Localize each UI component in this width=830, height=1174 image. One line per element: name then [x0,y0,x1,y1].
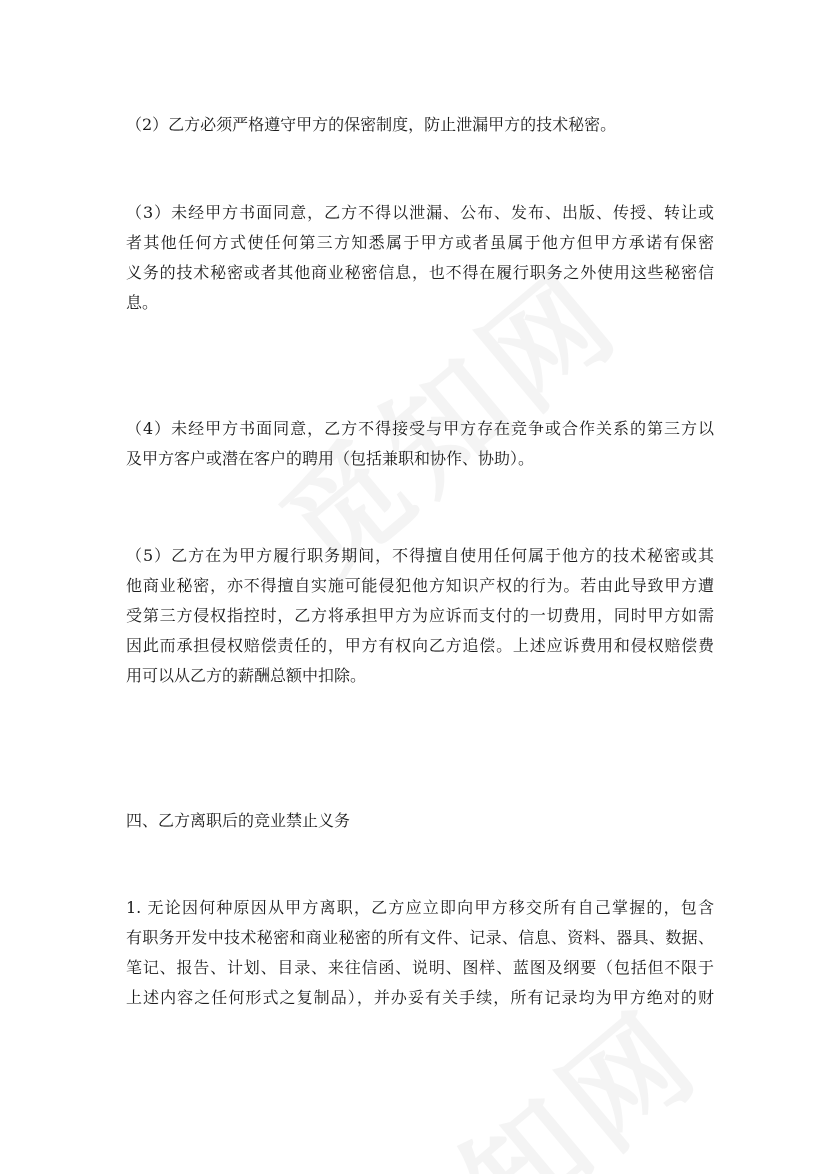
paragraph-3 [126,198,714,318]
text-line: （3）未经甲方书面同意，乙方不得以泄漏、公布、发布、出版、传授、转让或 [126,203,714,222]
text-line: 四、乙方离职后的竞业禁止义务 [126,811,351,830]
text-line: 息。 [126,293,159,312]
item-1 [126,893,714,1013]
text-line: 笔记、报告、计划、目录、来往信函、说明、图样、蓝图及纲要（包括但不限于 [126,958,714,977]
paragraph-4 [126,414,714,474]
text-line: 上述内容之任何形式之复制品），并办妥有关手续，所有记录均为甲方绝对的财 [126,988,714,1007]
text-line: 用可以从乙方的薪酬总额中扣除。 [126,666,367,685]
text-line: 有职务开发中技术秘密和商业秘密的所有文件、记录、信息、资料、器具、数据、 [126,928,714,947]
text-line: 及甲方客户或潜在客户的聘用（包括兼职和协作、协助）。 [126,449,535,468]
text-line: 他商业秘密，亦不得擅自实施可能侵犯他方知识产权的行为。若由此导致甲方遭 [126,576,714,595]
text-line: （5）乙方在为甲方履行职务期间，不得擅自使用任何属于他方的技术秘密或其 [126,546,714,565]
text-line: 义务的技术秘密或者其他商业秘密信息，也不得在履行职务之外使用这些秘密信 [126,263,714,282]
paragraph-5 [126,541,714,691]
text-line: 者其他任何方式使任何第三方知悉属于甲方或者虽属于他方但甲方承诺有保密 [126,233,714,252]
section-heading [126,806,714,836]
text-line: 因此而承担侵权赔偿责任的，甲方有权向乙方追偿。上述应诉费用和侵权赔偿费 [126,636,714,655]
text-line: （4）未经甲方书面同意，乙方不得接受与甲方存在竞争或合作关系的第三方以 [126,419,714,438]
text-line: 受第三方侵权指控时，乙方将承担甲方为应诉而支付的一切费用，同时甲方如需 [126,606,714,625]
text-line: （2）乙方必须严格遵守甲方的保密制度，防止泄漏甲方的技术秘密。 [126,115,617,134]
text-line: 1. 无论因何种原因从甲方离职，乙方应立即向甲方移交所有自己掌握的，包含 [126,898,714,917]
paragraph-2 [126,110,714,140]
